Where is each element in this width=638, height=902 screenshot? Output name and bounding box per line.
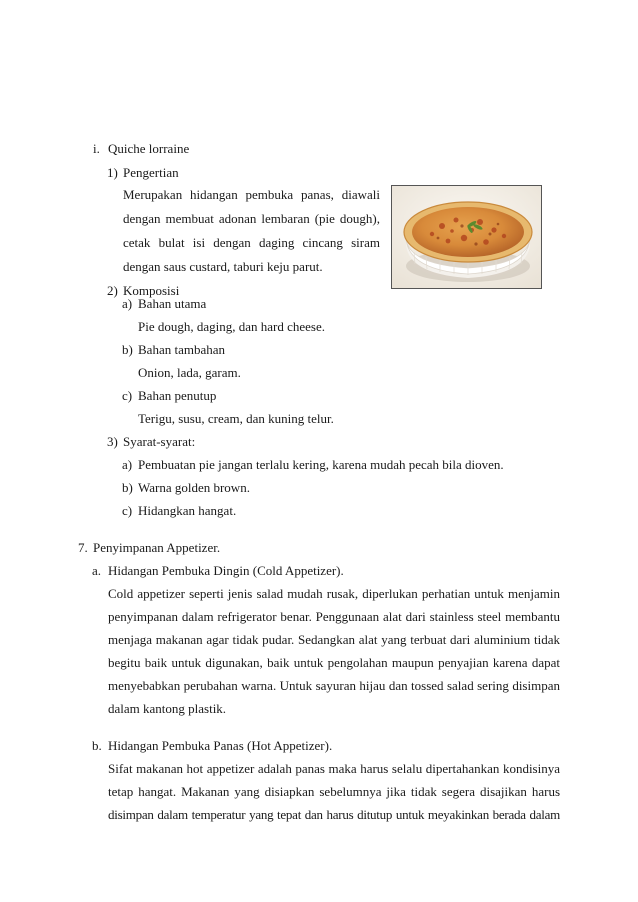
- komposisi-heading: Komposisi: [123, 283, 180, 298]
- syarat-b-text: Warna golden brown.: [138, 480, 250, 495]
- cold-line-5: menyebabkan perubahan warna. Untuk sayuran hijau dan tossed salad sering disimpan: [108, 678, 560, 693]
- section-7-title: Penyimpanan Appetizer.: [93, 540, 221, 555]
- komposisi-b-text: Onion, lada, garam.: [138, 365, 241, 380]
- section-i-marker: i.: [93, 141, 100, 156]
- cold-appetizer-heading: Hidangan Pembuka Dingin (Cold Appetizer).: [108, 563, 344, 578]
- komposisi-a-marker: a): [122, 296, 133, 311]
- cold-line-4: begitu baik untuk digunakan, baik untuk pengolahan maupun penyajian karena dapat: [108, 655, 560, 670]
- pengertian-marker: 1): [107, 165, 118, 180]
- pengertian-heading: Pengertian: [123, 165, 179, 180]
- komposisi-b-marker: b): [122, 342, 133, 357]
- pengertian-line-1: Merupakan hidangan pembuka panas, diawali: [123, 187, 380, 202]
- section-7-marker: 7.: [78, 540, 88, 555]
- komposisi-c-marker: c): [122, 388, 133, 403]
- cold-appetizer-marker: a.: [92, 563, 102, 578]
- cold-line-2: penyimpanan dalam refrigerator benar. Penggunaan alat dari stainless steel membantu: [108, 609, 560, 624]
- syarat-c-text: Hidangkan hangat.: [138, 503, 237, 518]
- komposisi-c-label: Bahan penutup: [138, 388, 217, 403]
- pengertian-line-3: cetak bulat isi dengan daging cincang siram: [123, 235, 380, 250]
- quiche-photo: [391, 185, 542, 289]
- syarat-b-marker: b): [122, 480, 133, 495]
- hot-line-3: disimpan dalam temperatur yang tepat dan harus ditutup untuk meyakinkan berada dalam: [108, 807, 560, 822]
- section-i-title: Quiche lorraine: [108, 141, 190, 156]
- komposisi-c-text: Terigu, susu, cream, dan kuning telur.: [138, 411, 334, 426]
- cold-line-1: Cold appetizer seperti jenis salad mudah rusak, diperlukan perhatian untuk menjamin: [108, 586, 560, 601]
- komposisi-marker: 2): [107, 283, 118, 298]
- komposisi-a-text: Pie dough, daging, dan hard cheese.: [138, 319, 326, 334]
- hot-appetizer-heading: Hidangan Pembuka Panas (Hot Appetizer).: [108, 738, 333, 753]
- syarat-marker: 3): [107, 434, 118, 449]
- komposisi-a-label: Bahan utama: [138, 296, 207, 311]
- cold-line-6: dalam kantong plastik.: [108, 701, 227, 716]
- syarat-heading: Syarat-syarat:: [123, 434, 196, 449]
- pengertian-line-2: dengan membuat adonan lembaran (pie dough),: [123, 211, 380, 226]
- syarat-a-marker: a): [122, 457, 133, 472]
- pengertian-line-4: dengan saus custard, taburi keju parut.: [123, 259, 323, 274]
- syarat-c-marker: c): [122, 503, 133, 518]
- komposisi-b-label: Bahan tambahan: [138, 342, 225, 357]
- hot-appetizer-marker: b.: [92, 738, 102, 753]
- syarat-a-text: Pembuatan pie jangan terlalu kering, karena mudah pecah bila dioven.: [138, 457, 504, 472]
- hot-line-1: Sifat makanan hot appetizer adalah panas maka harus selalu dipertahankan kondisinya: [108, 761, 560, 776]
- cold-line-3: menjaga makanan agar tidak pudar. Sedangkan alat yang terbuat dari aluminium tidak: [108, 632, 560, 647]
- hot-line-2: tetap hangat. Makanan yang disiapkan sebelumnya jika tidak segera disajikan harus: [108, 784, 560, 799]
